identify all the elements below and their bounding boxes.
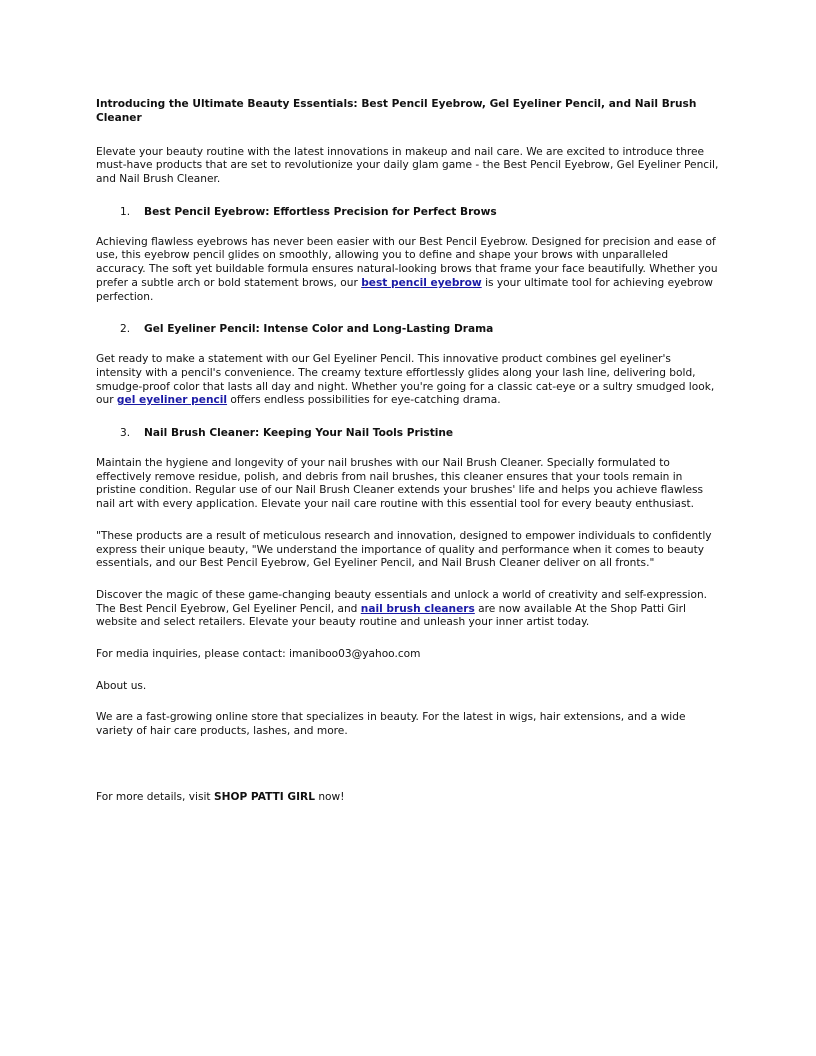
body-text: is your ultimate tool for achieving eyebrow perfection.: [96, 276, 713, 303]
body-text: Get ready to make a statement with our Gel Eyeliner Pencil. This innovative product combines gel eyeliner's intensity with a pencil's convenience. The creamy texture effortlessly glides along your lash line, delivering bold, smudge-proof color that lasts all day and night. Whether you're going for a classic cat-eye or a sultry smudged look, our: [96, 353, 715, 407]
section-body: [96, 353, 720, 408]
media-contact: For media inquiries, please contact: imaniboo03@yahoo.com: [96, 648, 421, 661]
about-heading: About us.: [96, 679, 147, 692]
gel-eyeliner-pencil-link[interactable]: gel eyeliner pencil: [116, 394, 228, 407]
best-pencil-eyebrow-link[interactable]: best pencil eyebrow: [361, 276, 482, 289]
document-title: Introducing the Ultimate Beauty Essentials: Best Pencil Eyebrow, Gel Eyeliner Pencil, and Nail Brush Cleaner: [96, 98, 697, 125]
nail-brush-cleaners-link[interactable]: nail brush cleaners: [360, 602, 475, 615]
body-text: Discover the magic of these game-changing beauty essentials and unlock a world of creativity and self-expression. The Best Pencil Eyebrow, Gel Eyeliner Pencil, and: [96, 588, 708, 615]
section-heading-text: Best Pencil Eyebrow: Effortless Precision for Perfect Brows: [144, 205, 497, 218]
section-body: Maintain the hygiene and longevity of your nail brushes with our Nail Brush Cleaner. Specially formulated to effectively remove residue, polish, and debris from nail brushes, this cleaner ensures that your tools remain in pristine condition. Regular use of our Nail Brush Cleaner extends your brushes' life and helps you achieve flawless nail art with every application. Elevate your nail care routine with this essential tool for every beauty enthusiast.: [96, 457, 704, 511]
section-heading-text: Gel Eyeliner Pencil: Intense Color and Long-Lasting Drama: [144, 323, 494, 336]
brand-name: SHOP PATTI GIRL: [213, 790, 315, 803]
section-heading-text: Nail Brush Cleaner: Keeping Your Nail Tools Pristine: [144, 427, 454, 440]
discover-paragraph: [96, 589, 720, 630]
section-heading: [96, 322, 720, 336]
quote-paragraph: "These products are a result of meticulous research and innovation, designed to empower individuals to confidently express their unique beauty, "We understand the importance of quality and performance when it comes to beauty essentials, and our Best Pencil Eyebrow, Gel Eyeliner Pencil, and Nail Brush Cleaner deliver on all fronts.": [96, 529, 712, 570]
section-body: [96, 236, 720, 305]
body-text: now!: [314, 790, 345, 803]
footer-line: [96, 791, 720, 805]
section-heading: [96, 205, 720, 219]
body-text: Achieving flawless eyebrows has never been easier with our Best Pencil Eyebrow. Designed for precision and ease of use, this eyebrow pencil glides on smoothly, allowing you to define and shape your brows with unparalleled accuracy. The soft yet buildable formula ensures natural-looking brows that frame your face beautifully. Whether you prefer a subtle arch or bold statement brows, our: [96, 235, 718, 289]
section-number: 1.: [120, 205, 131, 218]
body-text: are now available At the Shop Patti Girl website and select retailers. Elevate your beauty routine and unleash your inner artist today.: [96, 602, 686, 629]
section-heading: [96, 426, 720, 440]
body-text: offers endless possibilities for eye-catching drama.: [227, 394, 501, 407]
document-page: [96, 97, 720, 805]
intro-paragraph: Elevate your beauty routine with the latest innovations in makeup and nail care. We are excited to introduce three must-have products that are set to revolutionize your daily glam game - the Best Pencil Eyebrow, Gel Eyeliner Pencil, and Nail Brush Cleaner.: [96, 145, 719, 185]
body-text: For more details, visit: [96, 790, 214, 803]
about-body: We are a fast-growing online store that specializes in beauty. For the latest in wigs, hair extensions, and a wide variety of hair care products, lashes, and more.: [96, 711, 686, 738]
section-number: 2.: [120, 323, 131, 336]
section-number: 3.: [120, 427, 131, 440]
